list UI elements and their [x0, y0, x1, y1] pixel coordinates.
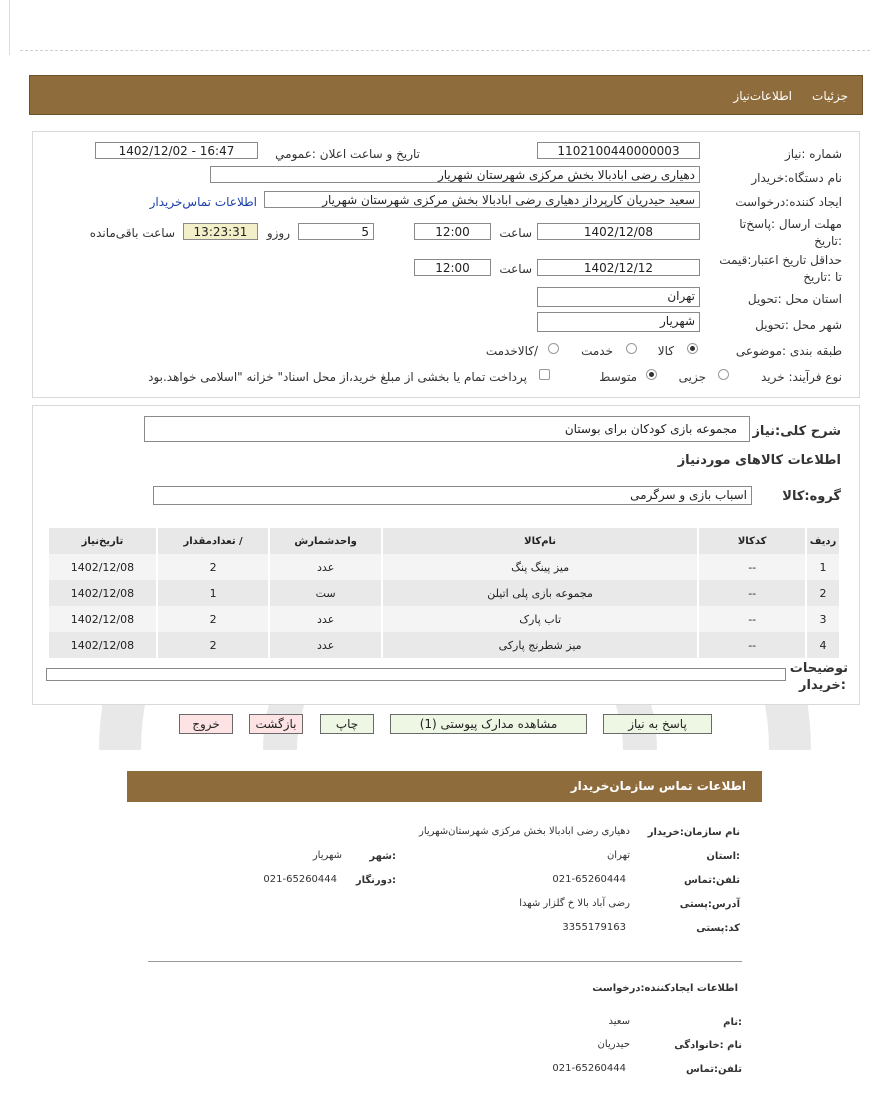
exit-button[interactable]: خروج [179, 714, 233, 734]
buyer-notes-label: توضیحات [789, 661, 848, 676]
need-number-field: 1102100440000003 [537, 142, 700, 159]
goods-group-field: اسباب بازی و سرگرمی [153, 486, 752, 505]
cell-row-number: 2 [806, 580, 840, 606]
first-name-value: سعید [608, 1016, 630, 1027]
city-info-label: :شهر [369, 851, 396, 862]
goods-group-label: گروه:کالا [782, 489, 841, 504]
process-medium-radio[interactable] [646, 369, 657, 380]
col-unit: واحدشمارش [269, 528, 382, 554]
table-row [49, 632, 840, 658]
creator-label: ایجاد کننده:درخواست [735, 195, 842, 209]
tab-need-info[interactable]: اطلاعات‌نیاز [733, 89, 792, 103]
buyer-notes-field [46, 668, 786, 681]
cell-need-date: 1402/12/08 [49, 632, 157, 658]
cell-need-date: 1402/12/08 [49, 606, 157, 632]
cell-goods-code: -- [698, 580, 806, 606]
last-name-value: حیدریان [597, 1039, 630, 1050]
deadline-time-label: ساعت [499, 226, 532, 240]
cell-quantity: 2 [157, 632, 269, 658]
print-button[interactable]: چاپ [320, 714, 374, 734]
cell-row-number: 3 [806, 606, 840, 632]
goods-table [49, 528, 841, 658]
category-service-radio[interactable] [626, 343, 637, 354]
cell-goods-name: میز شطرنج پارکی [382, 632, 698, 658]
days-label: روزو [266, 226, 290, 240]
category-goods-radio[interactable] [687, 343, 698, 354]
creator-field: سعید حیدریان کارپرداز دهیاری رضی ابادبالا بخش مرکزی شهرستان شهریار [264, 191, 700, 208]
address-info-value: رضی آباد بالا خ گلزار شهدا [519, 898, 630, 909]
table-row [49, 554, 840, 580]
buyer-notes-label-2: :خریدار [799, 678, 846, 693]
cell-row-number: 1 [806, 554, 840, 580]
category-goods-label: کالا [657, 344, 674, 358]
process-partial-radio[interactable] [718, 369, 729, 380]
creator-info-title: اطلاعات ایجادکننده:درخواست [592, 983, 738, 994]
cell-unit: عدد [269, 554, 382, 580]
postal-info-label: کد:پستی [696, 923, 740, 934]
category-service-label: خدمت [581, 344, 613, 358]
table-row [49, 606, 840, 632]
remaining-label: ساعت باقی‌مانده [89, 226, 175, 240]
buyer-org-field: دهیاری رضی ابادبالا بخش مرکزی شهرستان شهریار [210, 166, 700, 183]
province-label: استان محل :تحویل [747, 292, 842, 306]
province-info-label: :استان [706, 851, 740, 862]
col-goods-code: کدکالا [698, 528, 806, 554]
deadline-label-2: :تاریخ [814, 234, 842, 248]
deadline-label: مهلت ارسال :پاسخ‌تا [739, 217, 842, 231]
validity-label: حداقل تاریخ اعتبار:قیمت [719, 253, 842, 267]
cell-need-date: 1402/12/08 [49, 554, 157, 580]
city-info-value: شهریار [312, 850, 342, 861]
province-info-value: تهران [606, 850, 630, 861]
cell-quantity: 2 [157, 606, 269, 632]
remaining-time-field: 13:23:31 [183, 223, 258, 240]
cell-goods-name: تاب پارک [382, 606, 698, 632]
cell-unit: عدد [269, 632, 382, 658]
respond-button[interactable]: پاسخ به نیاز [603, 714, 712, 734]
table-header-row [49, 528, 840, 554]
org-name-label: نام سازمان:خریدار [647, 827, 740, 838]
days-field: 5 [298, 223, 374, 240]
general-desc-field: مجموعه بازی کودکان برای بوستان [144, 416, 750, 442]
contact-divider [148, 961, 742, 962]
category-goods-service-radio[interactable] [548, 343, 559, 354]
treasury-payment-checkbox[interactable] [539, 369, 550, 380]
cell-unit: عدد [269, 606, 382, 632]
category-goods-service-label: /کالاخدمت [485, 344, 538, 358]
postal-info-value: 3355179163 [562, 922, 626, 933]
phone-info-value: 021-65260444 [552, 874, 626, 885]
category-label: طبقه بندی :موضوعی [735, 344, 842, 358]
process-partial-label: جزیی [678, 370, 706, 384]
process-label: نوع فرآیند: خرید [761, 370, 842, 384]
cell-quantity: 2 [157, 554, 269, 580]
province-field: تهران [537, 287, 700, 307]
last-name-label: نام :خانوادگی [674, 1040, 742, 1051]
treasury-payment-note: پرداخت تمام یا بخشی از مبلغ خرید،از محل اسناد" خزانه "اسلامی خواهد.بود [148, 370, 527, 384]
col-goods-name: نام‌کالا [382, 528, 698, 554]
address-info-label: آدرس:پستی [679, 899, 740, 910]
deadline-date-field: 1402/12/08 [537, 223, 700, 240]
col-need-date: تاریخ‌نیاز [49, 528, 157, 554]
validity-time-field: 12:00 [414, 259, 491, 276]
need-number-label: شماره :نیاز [785, 147, 842, 161]
first-name-label: :نام [723, 1017, 742, 1028]
org-name-value: دهیاری رضی ابادبالا بخش مرکزی شهرستان‌شهریار [418, 826, 630, 837]
back-button[interactable]: بازگشت [249, 714, 303, 734]
city-label: شهر محل :تحویل [755, 318, 842, 332]
goods-info-title: اطلاعات کالاهای موردنیاز [677, 453, 841, 468]
cell-unit: ست [269, 580, 382, 606]
header-tab-bar [29, 75, 863, 115]
tab-details[interactable]: جزئیات [812, 89, 848, 103]
deadline-time-field: 12:00 [414, 223, 491, 240]
buyer-contact-link[interactable]: اطلاعات تماس‌خریدار [149, 195, 257, 209]
cell-goods-name: میز پینگ پنگ [382, 554, 698, 580]
announce-label: تاریخ و ساعت اعلان :عمومي [275, 147, 420, 161]
process-medium-label: متوسط [599, 370, 637, 384]
cell-quantity: 1 [157, 580, 269, 606]
creator-phone-value: 021-65260444 [552, 1063, 626, 1074]
cell-goods-code: -- [698, 632, 806, 658]
cell-goods-code: -- [698, 606, 806, 632]
creator-phone-label: تلفن:تماس [685, 1064, 742, 1075]
fax-info-value: 021-65260444 [263, 874, 337, 885]
fax-info-label: :دورنگار [355, 875, 396, 886]
contact-info-bar [127, 771, 762, 802]
announce-field: 1402/12/02 - 16:47 [95, 142, 258, 159]
buyer-org-label: نام دستگاه:خریدار [751, 171, 842, 185]
cell-goods-name: مجموعه بازی پلی اتیلن [382, 580, 698, 606]
validity-date-field: 1402/12/12 [537, 259, 700, 276]
table-row [49, 580, 840, 606]
general-desc-label: شرح کلی:نیاز [752, 424, 841, 439]
phone-info-label: تلفن:تماس [683, 875, 740, 886]
contact-info-title: اطلاعات تماس سازمان‌خریدار [570, 779, 746, 793]
cell-need-date: 1402/12/08 [49, 580, 157, 606]
view-documents-button[interactable]: مشاهده مدارک پیوستی (1) [390, 714, 587, 734]
city-field: شهریار [537, 312, 700, 332]
cell-row-number: 4 [806, 632, 840, 658]
col-row-number: ردیف [806, 528, 840, 554]
validity-time-label: ساعت [499, 262, 532, 276]
validity-label-2: تا :تاریخ [803, 270, 842, 284]
col-quantity: / تعدادمقدار [157, 528, 269, 554]
cell-goods-code: -- [698, 554, 806, 580]
